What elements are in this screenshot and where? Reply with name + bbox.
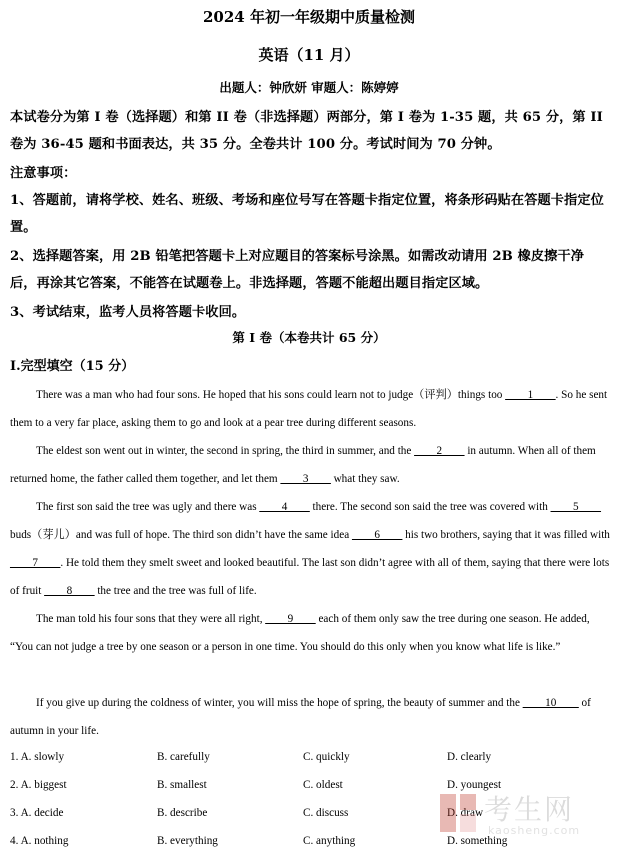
passage-text: there. The second son said the tree was covered with xyxy=(312,501,548,513)
option-b: B. smallest xyxy=(157,779,207,791)
option-c: C. discuss xyxy=(303,807,349,819)
passage-text: of autumn in your life. xyxy=(10,697,591,737)
note-1: 1、答题前，请将学校、姓名、班级、考场和座位号写在答题卡指定位置，将条形码贴在答题卡指定位置。 xyxy=(10,193,604,235)
blank-1: ____1____ xyxy=(505,389,556,401)
passage-text: The man told his four sons that they were all right, xyxy=(36,613,263,625)
blank-7: ____7____ xyxy=(10,557,61,569)
option-d: D. draw xyxy=(447,807,484,819)
option-a: 3. A. decide xyxy=(10,807,64,819)
passage-text: The eldest son went out in winter, the second in spring, the third in summer, and the xyxy=(36,445,412,457)
notes-heading: 注意事项： xyxy=(10,166,77,181)
passage-text: There was a man who had four sons. He hoped that his sons could learn not to judge（评判）things too xyxy=(36,389,503,401)
blank-2: ____2____ xyxy=(414,445,465,457)
passage-paragraph-5 xyxy=(10,689,610,745)
blank-9: ____9____ xyxy=(265,613,316,625)
exam-subtitle: 英语（11 月） xyxy=(258,46,360,64)
exam-intro: 本试卷分为第 I 卷（选择题）和第 II 卷（非选择题）两部分，第 I 卷为 1-35 题，共 65 分，第 II 卷为 36-45 题和书面表达，共 35 分。全卷共计 100 分。考试时间为 70 分钟。 xyxy=(10,110,603,152)
watermark-url: kaosheng.com xyxy=(488,824,581,837)
option-d: D. something xyxy=(447,835,508,847)
section-title: 第 I 卷（本卷共计 65 分） xyxy=(232,330,386,345)
option-d: D. clearly xyxy=(447,751,492,763)
option-a: 1. A. slowly xyxy=(10,751,65,763)
passage-text: . He told them they smelt sweet and looked beautiful. The last son didn’t agree with all of them, saying that there were lots of fruit xyxy=(10,557,610,597)
option-b: B. describe xyxy=(157,807,208,819)
option-c: C. anything xyxy=(303,835,356,847)
watermark-text: 考生网 xyxy=(484,793,575,826)
option-c: C. oldest xyxy=(303,779,343,791)
note-3: 3、考试结束，监考人员将答题卡收回。 xyxy=(10,305,246,320)
option-d: D. youngest xyxy=(447,779,502,791)
option-c: C. quickly xyxy=(303,751,350,763)
watermark-logo-icon xyxy=(438,792,478,834)
passage-text: his two brothers, saying that it was filled with xyxy=(405,529,610,541)
note-2: 2、选择题答案，用 2B 铅笔把答题卡上对应题目的答案标号涂黑。如需改动请用 2B 橡皮擦干净后，再涂其它答案，不能答在试题卷上。非选择题，答题不能超出题目指定区域。 xyxy=(10,249,585,291)
passage-text: each of them only saw the tree during one season. He added, “You can not judge a tree by one season or a person in one time. You should do this only when you know what life is like.” xyxy=(10,613,590,653)
blank-5: ____5____ xyxy=(550,501,601,513)
option-a: 2. A. biggest xyxy=(10,779,67,791)
passage-text: buds（芽儿）and was full of hope. The third son didn’t have the same idea xyxy=(10,529,350,541)
passage-paragraph-2 xyxy=(10,437,610,493)
blank-6: ____6____ xyxy=(351,529,403,541)
watermark xyxy=(438,788,616,848)
part-title: I.完型填空（15 分） xyxy=(10,359,135,374)
blank-8: ____8____ xyxy=(44,585,95,597)
option-b: B. everything xyxy=(157,835,218,847)
blank-10: ____10____ xyxy=(522,697,579,709)
passage-text: in autumn. When all of them returned home, the father called them together, and let them xyxy=(10,445,596,485)
blank-4: ____4____ xyxy=(259,501,310,513)
passage-text: what they saw. xyxy=(333,473,400,485)
exam-authors: 出题人：钟欣妍 审题人：陈婷婷 xyxy=(219,80,399,95)
option-a: 4. A. nothing xyxy=(10,835,69,847)
question-1-options xyxy=(10,745,610,773)
passage-paragraph-4 xyxy=(10,605,610,661)
passage-text: The first son said the tree was ugly and there was xyxy=(36,501,257,513)
option-b: B. carefully xyxy=(157,751,210,763)
passage-paragraph-1 xyxy=(10,381,610,437)
blank-3: ____3____ xyxy=(280,473,331,485)
passage-paragraph-3 xyxy=(10,493,610,605)
passage-text: . So he sent them to a very far place, asking them to go and look at a pear tree during different seasons. xyxy=(10,389,608,429)
exam-title: 2024 年初一年级期中质量检测 xyxy=(203,8,415,26)
passage-text: If you give up during the coldness of winter, you will miss the hope of spring, the beauty of summer and the xyxy=(36,697,520,709)
passage-text: the tree and the tree was full of life. xyxy=(97,585,257,597)
